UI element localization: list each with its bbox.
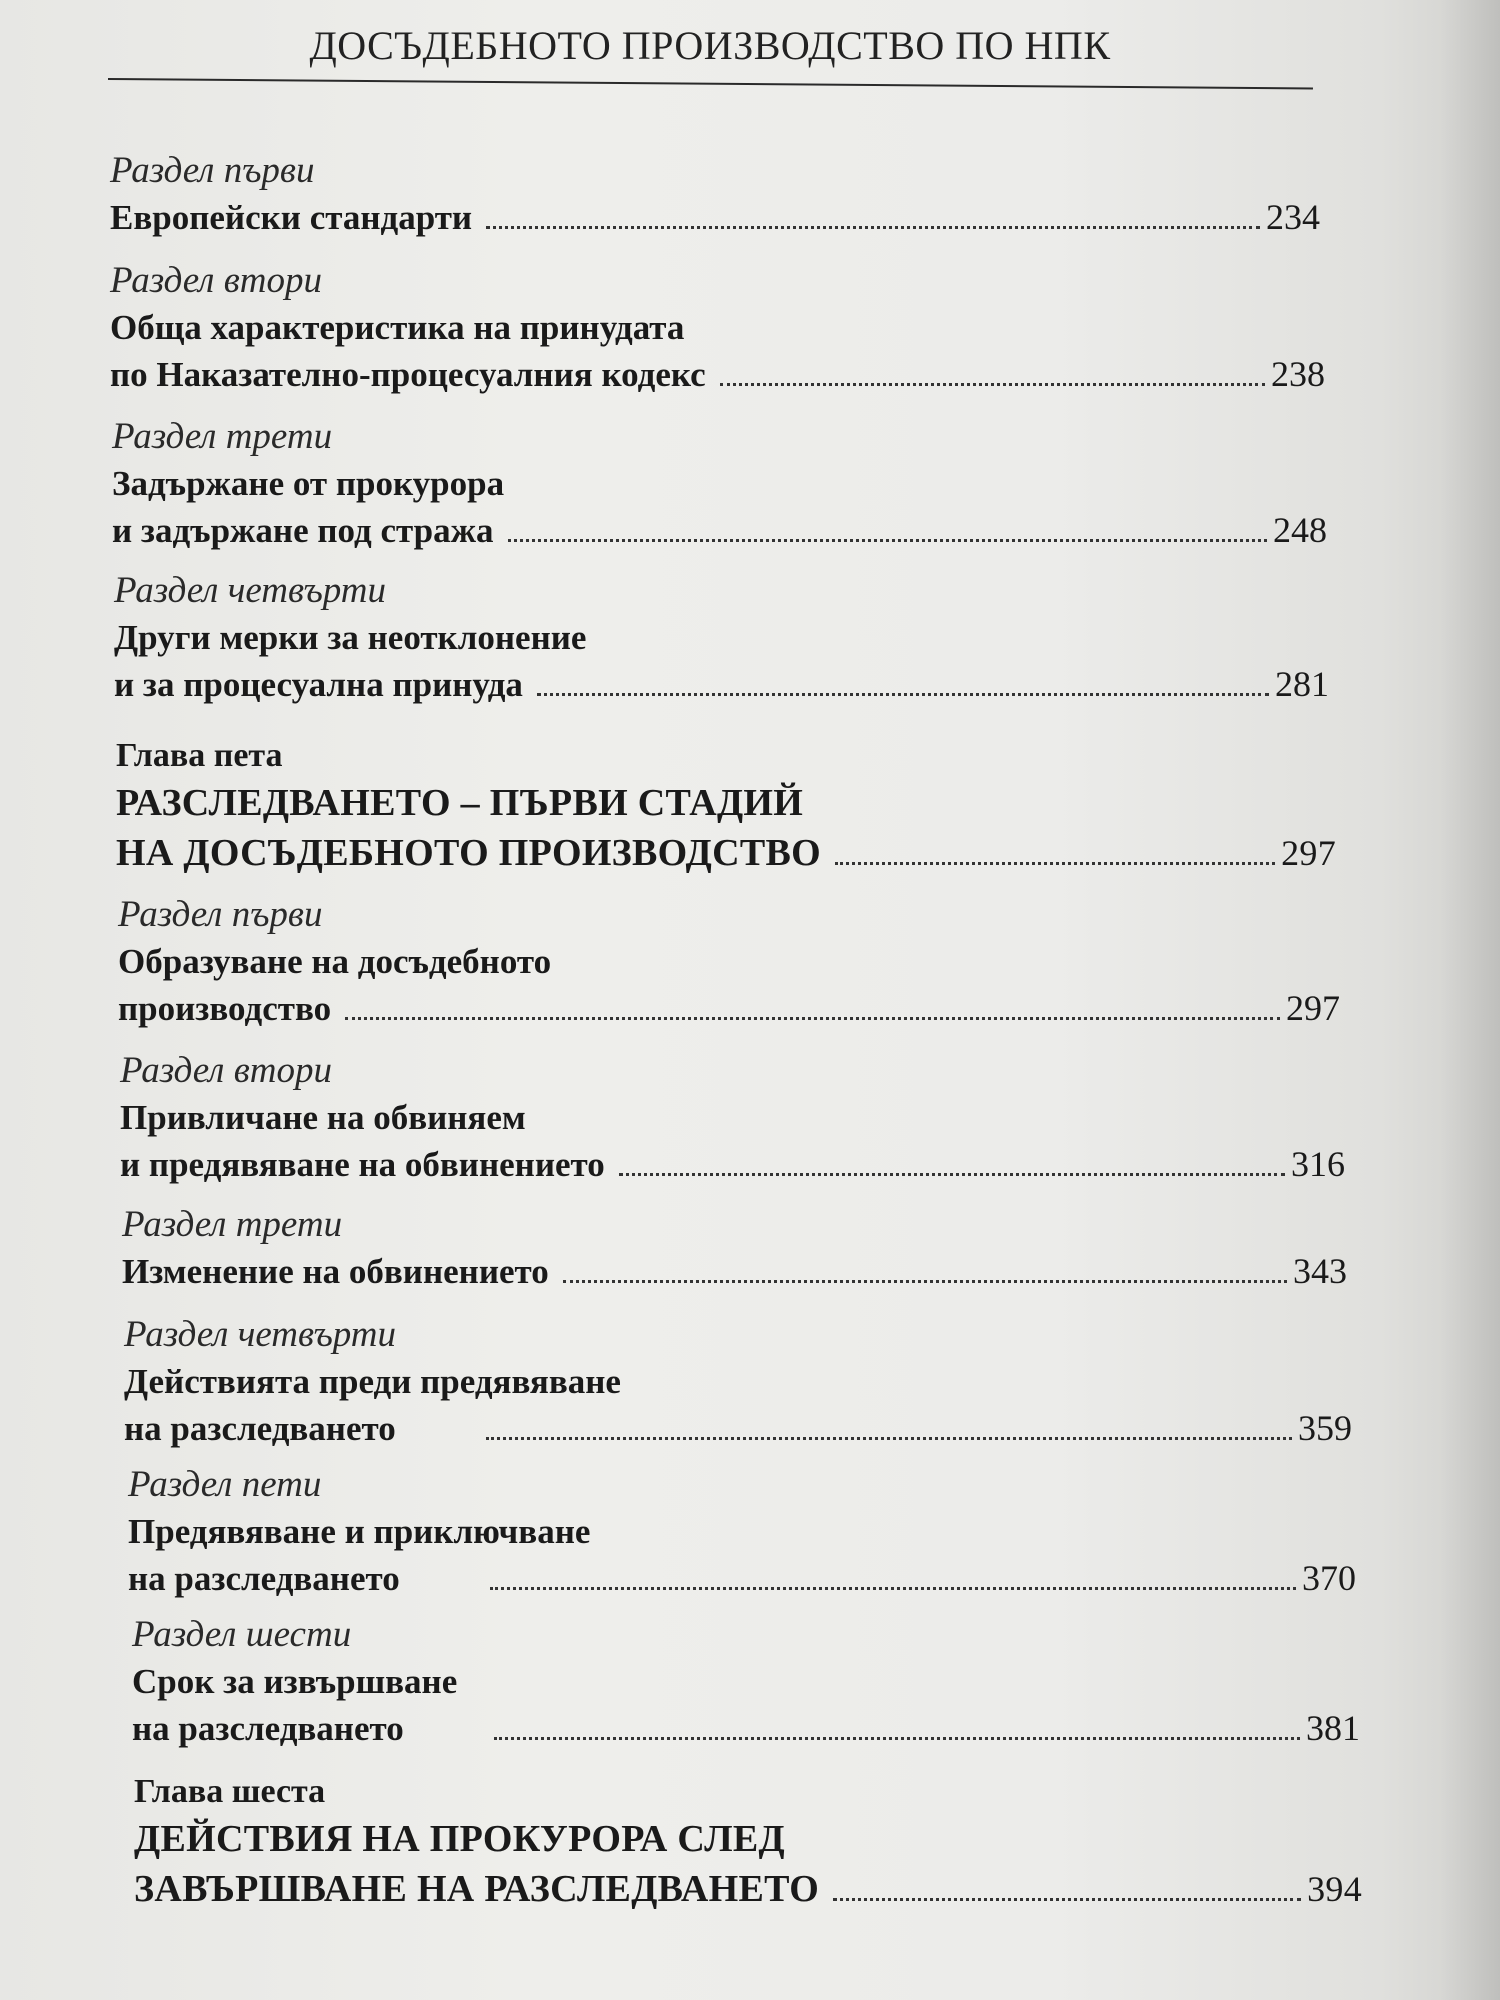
page-number: 234 — [1266, 197, 1320, 237]
page-number: 370 — [1302, 1558, 1356, 1598]
dot-leader — [494, 1737, 1300, 1740]
page-number: 248 — [1273, 510, 1327, 550]
section-label: Раздел пети — [128, 1464, 322, 1505]
section-title: производство — [118, 989, 332, 1028]
section-title: на разследването — [124, 1409, 396, 1448]
toc-title-line — [114, 661, 1329, 708]
chapter-title: ЗАВЪРШВАНЕ НА РАЗСЛЕДВАНЕТО — [134, 1868, 820, 1910]
page-number: 297 — [1281, 833, 1336, 873]
section-title: на разследването — [128, 1559, 400, 1598]
section-label: Раздел втори — [120, 1050, 332, 1091]
section-label: Раздел първи — [110, 150, 315, 191]
toc-chapter-entry — [116, 734, 1336, 878]
toc-title-line — [120, 1141, 1345, 1188]
section-label: Раздел четвърти — [114, 570, 387, 611]
page-number: 359 — [1298, 1408, 1352, 1448]
section-title: Други мерки за неотклонение — [114, 618, 587, 657]
section-title: и предявяване на обвинението — [120, 1145, 605, 1184]
running-header: ДОСЪДЕБНОТО ПРОИЗВОДСТВО ПО НПК — [309, 23, 1111, 68]
chapter-title: НА ДОСЪДЕБНОТО ПРОИЗВОДСТВО — [116, 832, 821, 874]
dot-leader — [563, 1280, 1287, 1283]
toc-title-line — [134, 1864, 1362, 1914]
dot-leader — [833, 1898, 1301, 1901]
page-number: 297 — [1286, 988, 1340, 1028]
dot-leader — [720, 383, 1265, 386]
page-number: 381 — [1306, 1708, 1360, 1748]
page-number: 343 — [1293, 1251, 1347, 1291]
toc-title-line — [128, 1555, 1356, 1602]
page-number: 394 — [1307, 1869, 1362, 1909]
toc-entry — [128, 1462, 1356, 1602]
section-title: Образуване на досъдебното — [118, 942, 552, 981]
section-title: и задържане под стража — [112, 511, 494, 550]
toc-entry — [114, 568, 1329, 708]
toc-entry — [118, 892, 1340, 1032]
toc-entry — [132, 1612, 1360, 1752]
dot-leader — [537, 693, 1269, 696]
toc-entry — [122, 1202, 1347, 1295]
section-title: Обща характеристика на принудата — [110, 308, 685, 347]
chapter-title: ДЕЙСТВИЯ НА ПРОКУРОРА СЛЕД — [134, 1818, 785, 1860]
section-label: Раздел трети — [112, 416, 333, 457]
page-number: 238 — [1271, 354, 1325, 394]
section-title: Действията преди предявяване — [124, 1362, 621, 1401]
toc-title-line — [116, 828, 1336, 878]
dot-leader — [345, 1017, 1280, 1020]
section-title: Задържане от прокурора — [112, 464, 505, 503]
dot-leader — [486, 1437, 1292, 1440]
toc-title-line — [118, 985, 1340, 1032]
section-title: Привличане на обвиняем — [120, 1098, 526, 1137]
toc-title-line — [122, 1248, 1347, 1295]
toc-entry — [124, 1312, 1352, 1452]
dot-leader — [835, 862, 1275, 865]
chapter-label: Глава пета — [116, 737, 283, 774]
toc-entry — [120, 1048, 1345, 1188]
section-label: Раздел четвърти — [124, 1314, 397, 1355]
toc-title-line — [124, 1405, 1352, 1452]
dot-leader — [508, 539, 1268, 542]
section-label: Раздел шести — [132, 1614, 352, 1655]
dot-leader — [490, 1587, 1296, 1590]
section-title: по Наказателно-процесуалния кодекс — [110, 355, 706, 394]
section-title: Изменение на обвинението — [122, 1252, 549, 1291]
chapter-title: РАЗСЛЕДВАНЕТО – ПЪРВИ СТАДИЙ — [116, 782, 804, 824]
chapter-label: Глава шеста — [134, 1773, 326, 1810]
section-label: Раздел втори — [110, 260, 322, 301]
section-title: на разследването — [132, 1709, 404, 1748]
toc-entry — [110, 148, 1320, 241]
toc-title-line — [110, 194, 1320, 241]
page-number: 281 — [1275, 664, 1329, 704]
toc-entry — [112, 414, 1327, 554]
section-title: Предявяване и приключване — [128, 1512, 591, 1551]
section-title: и за процесуална принуда — [114, 665, 523, 704]
toc-title-line — [132, 1705, 1360, 1752]
toc-chapter-entry — [134, 1770, 1362, 1914]
section-title: Срок за извършване — [132, 1662, 458, 1701]
dot-leader — [486, 226, 1260, 229]
page-number: 316 — [1291, 1144, 1345, 1184]
toc-entry — [110, 258, 1325, 398]
toc-title-line — [110, 351, 1325, 398]
section-label: Раздел първи — [118, 894, 323, 935]
section-label: Раздел трети — [122, 1204, 343, 1245]
toc-title-line — [112, 507, 1327, 554]
section-title: Европейски стандарти — [110, 198, 473, 237]
dot-leader — [619, 1173, 1285, 1176]
